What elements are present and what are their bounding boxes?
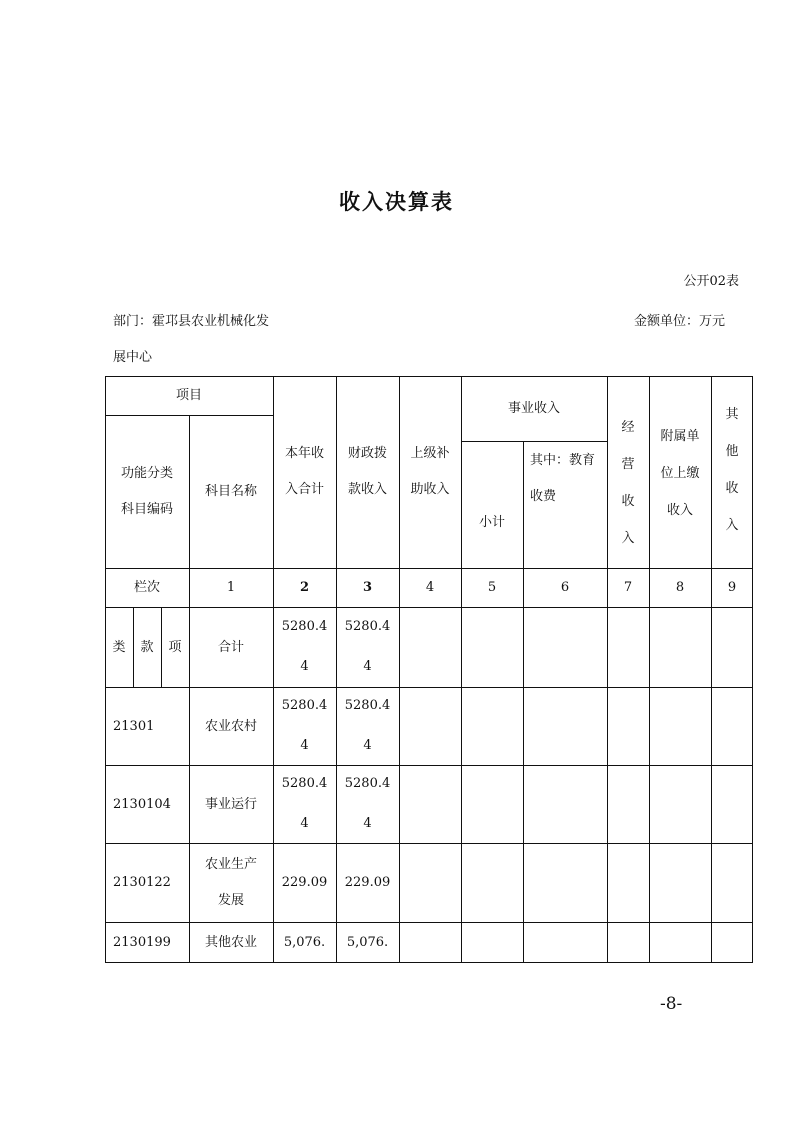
column-number-7: 7 [623, 580, 633, 595]
row-name: 事业运行 [204, 796, 257, 812]
header-education-fee: 其中：教育 收费 [530, 453, 596, 504]
header-attached-unit: 附属单 位上缴 收入 [660, 429, 700, 518]
row-total-name: 合计 [217, 639, 244, 655]
header-business-income: 事业收入 [507, 401, 560, 416]
column-number-1: 1 [226, 580, 236, 595]
row-code: 2130199 [113, 934, 171, 950]
row-fiscal-income: 5,076. [346, 934, 389, 950]
column-number-8: 8 [675, 580, 685, 595]
header-subject-name: 科目名称 [204, 484, 257, 499]
column-number-5: 5 [487, 580, 497, 595]
column-number-9: 9 [727, 580, 737, 595]
header-operating-income: 经 营 收 入 [621, 420, 635, 546]
table-code: 公开02表 [683, 274, 739, 289]
header-fiscal-income: 财政拨 款收入 [347, 446, 387, 497]
department-label-cont: 展中心 [113, 350, 153, 365]
row-name: 农业农村 [204, 718, 257, 734]
row-code: 21301 [113, 718, 155, 734]
row-code: 2130122 [113, 875, 171, 890]
header-subtotal: 小计 [478, 515, 505, 530]
column-number-3: 3 [362, 580, 373, 595]
column-number-6: 6 [560, 580, 570, 595]
row-total-income: 5280.4 4 [281, 619, 328, 674]
page-number: -8- [660, 994, 683, 1014]
column-number-4: 4 [425, 580, 435, 595]
row-total-income: 5280.4 4 [281, 776, 328, 831]
header-upper-subsidy: 上级补 助收入 [410, 446, 450, 497]
row-fiscal-income: 5280.4 4 [344, 776, 391, 831]
class-kuan: 款 [140, 639, 154, 655]
page-title: 收入决算表 [339, 190, 454, 214]
row-total-income: 5280.4 4 [281, 698, 328, 753]
class-lei: 类 [112, 639, 126, 655]
header-project: 项目 [175, 388, 202, 403]
column-number-2: 2 [299, 580, 310, 595]
header-total-income: 本年收 入合计 [284, 446, 324, 497]
row-fiscal-income: 229.09 [344, 875, 391, 890]
row-name: 农业生产 发展 [204, 856, 257, 908]
row-code: 2130104 [113, 796, 171, 812]
unit-label: 金额单位：万元 [633, 314, 725, 329]
row-fiscal-income: 5280.4 4 [344, 698, 391, 753]
header-function-code: 功能分类 科目编码 [120, 465, 173, 517]
department-label: 部门：霍邛县农业机械化发 [113, 314, 270, 329]
header-other-income: 其 他 收 入 [725, 407, 739, 533]
class-xiang: 项 [168, 639, 182, 655]
row-total-income: 5,076. [283, 934, 326, 950]
column-label: 栏次 [133, 580, 160, 595]
row-total-fiscal: 5280.4 4 [344, 619, 391, 674]
row-name: 其他农业 [204, 934, 257, 950]
row-total-income: 229.09 [281, 875, 328, 890]
